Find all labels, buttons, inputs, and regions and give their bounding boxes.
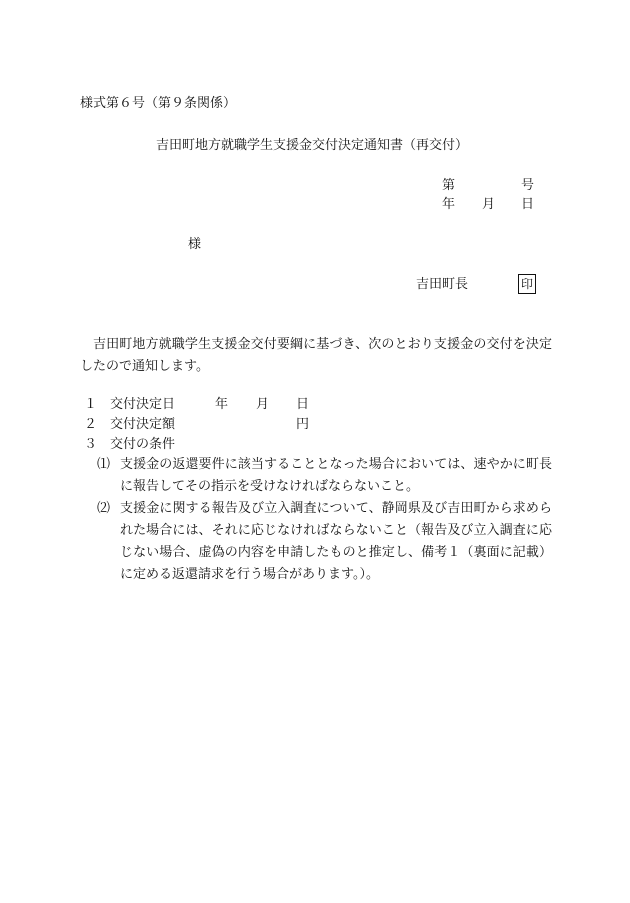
condition-2-text: 支援金に関する報告及び立入調査について、静岡県及び吉田町から求められた場合には、それに応じなければならないこと（報告及び立入調査に応じない場合、虚偽の内容を申請したものと推定し、備考１（裏面に記載）に定める返還請求を行う場合があります。）。 (120, 501, 552, 582)
seal-mark: 印 (518, 274, 536, 294)
item-1-day: 日 (296, 397, 310, 412)
item-1-label: 交付決定日 (110, 397, 176, 412)
item-3-label: 交付の条件 (110, 437, 176, 452)
condition-1-text: 支援金の返還要件に該当することとなった場合においては、速やかに町長に報告してその指示を受けなければならないこと。 (120, 457, 552, 494)
doc-number-prefix: 第 (442, 178, 456, 193)
form-label: 様式第６号（第９条関係） (80, 96, 237, 111)
document-title: 吉田町地方就職学生支援金交付決定通知書（再交付） (156, 138, 469, 153)
doc-number-suffix: 号 (521, 178, 535, 193)
date-year: 年 (442, 197, 456, 212)
condition-1 (97, 454, 552, 498)
item-2-label: 交付決定額 (110, 417, 176, 432)
addressee-honorific: 様 (188, 237, 202, 252)
item-3-number: ３ (84, 437, 98, 452)
intro-paragraph: 吉田町地方就職学生支援金交付要綱に基づき、次のとおり支援金の交付を決定したので通知します。 (80, 337, 552, 374)
condition-2 (97, 498, 552, 586)
item-1-year: 年 (215, 397, 229, 412)
item-1-month: 月 (256, 397, 270, 412)
date-day: 日 (521, 197, 535, 212)
issuer-name: 吉田町長 (416, 277, 469, 292)
item-2-number: ２ (84, 417, 98, 432)
date-month: 月 (482, 197, 496, 212)
condition-1-number: ⑴ (97, 457, 111, 472)
condition-2-number: ⑵ (97, 501, 111, 516)
item-1-number: １ (84, 397, 98, 412)
item-2-unit: 円 (296, 417, 310, 432)
